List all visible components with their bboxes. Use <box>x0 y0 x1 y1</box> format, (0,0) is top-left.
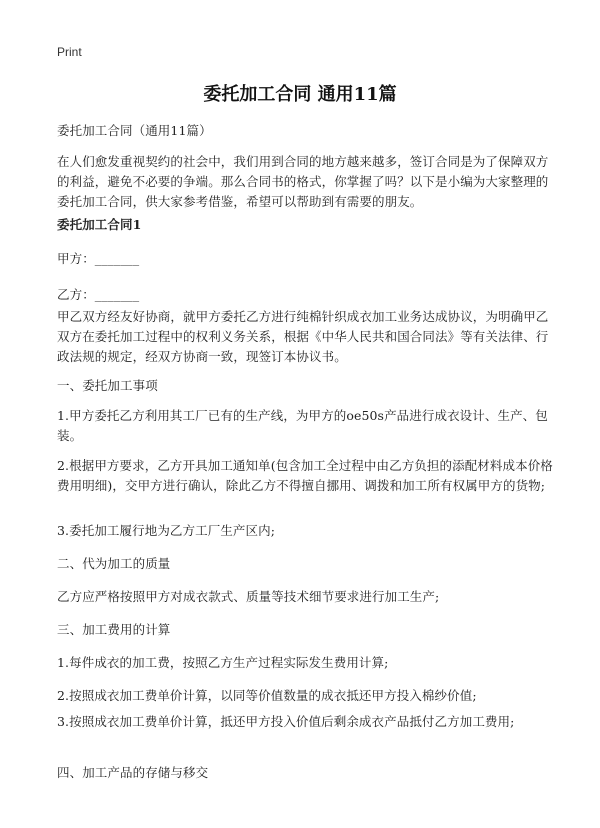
document-title: 委托加工合同 通用11篇 <box>203 84 397 105</box>
party-b-line: 乙方：_______ <box>57 287 140 302</box>
preamble-paragraph: 甲乙双方经友好协商，就甲方委托乙方进行纯棉针织成衣加工业务达成协议，为明确甲乙双方在委托加工过程中的权利义务关系，根据《中华人民共和国合同法》等有关法律、行政法规的规定，经双方协商一致，现签订本协议书。 <box>57 309 549 364</box>
intro-paragraph: 在人们愈发重视契约的社会中，我们用到合同的地方越来越多，签订合同是为了保障双方的利益，避免不必要的争端。那么合同书的格式，你掌握了吗？以下是小编为大家整理的委托加工合同，供大家参考借鉴，希望可以帮助到有需要的朋友。 <box>57 154 549 209</box>
clause-heading: 四、加工产品的存储与移交 <box>57 765 209 780</box>
clause-item: 1.每件成衣的加工费，按照乙方生产过程实际发生费用计算; <box>57 655 389 670</box>
clause-item: 2.按照成衣加工费单价计算，以同等价值数量的成衣抵还甲方投入棉纱价值; <box>57 688 477 703</box>
clause-item: 3.按照成衣加工费单价计算，抵还甲方投入价值后剩余成衣产品抵付乙方加工费用; <box>57 714 515 729</box>
print-link[interactable]: Print <box>57 45 82 59</box>
clause-item: 3.委托加工履行地为乙方工厂生产区内; <box>57 523 276 538</box>
clause-heading: 二、代为加工的质量 <box>57 556 171 571</box>
clause-text: 乙方应严格按照甲方对成衣款式、质量等技术细节要求进行加工生产; <box>57 589 440 604</box>
clause-heading: 三、加工费用的计算 <box>57 622 171 637</box>
clause-item: 1.甲方委托乙方利用其工厂已有的生产线，为甲方的oe50s产品进行成衣设计、生产、包装。 <box>57 408 548 443</box>
document-subtitle: 委托加工合同（通用11篇） <box>57 123 212 138</box>
party-a-line: 甲方：_______ <box>57 251 140 266</box>
clause-item: 2.根据甲方要求，乙方开具加工通知单(包含加工全过程中由乙方负担的添配材料成本价格费用明细)，交甲方进行确认，除此乙方不得擅自挪用、调拨和加工所有权属甲方的货物; <box>57 458 553 493</box>
clause-heading: 一、委托加工事项 <box>57 378 158 393</box>
section-heading: 委托加工合同1 <box>57 217 142 232</box>
